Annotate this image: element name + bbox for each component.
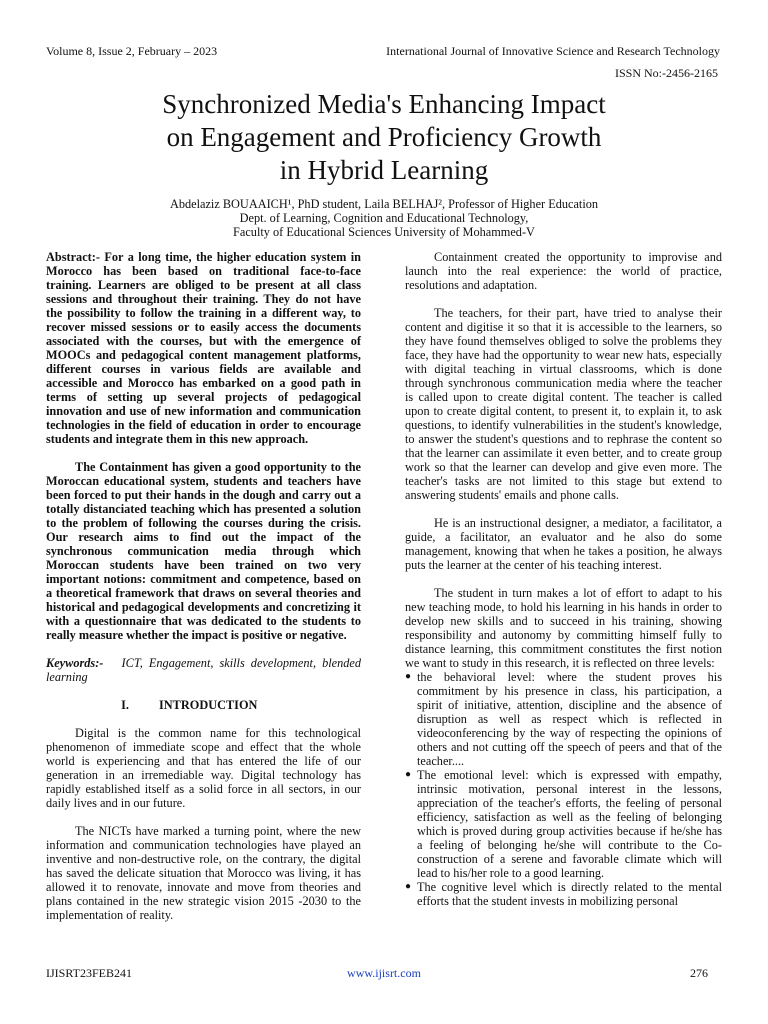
- journal-url-link[interactable]: www.ijisrt.com: [347, 966, 421, 980]
- engagement-levels-list: [405, 670, 722, 908]
- bullet-icon: ●: [405, 671, 412, 682]
- keywords-label: Keywords:-: [46, 656, 104, 670]
- bullet-icon: ●: [405, 769, 412, 780]
- issn: ISSN No:-2456-2165: [614, 66, 718, 80]
- list-item: [405, 880, 722, 908]
- intro-paragraph-2: The NICTs have marked a turning point, where the new information and communication technologies have played an inventive and non-destructive role, on the contrary, the digital has saved the delicate situation that Morocco was living, it has allowed it to renovate, innovate and move from theories and plans contained in the new strategic vision 2015 -2030 to the implementation of reality.: [46, 824, 361, 922]
- volume-issue: Volume 8, Issue 2, February – 2023: [46, 44, 218, 58]
- list-item: [405, 670, 722, 768]
- section-title: INTRODUCTION: [159, 698, 258, 712]
- body-paragraph-3: He is an instructional designer, a mediator, a facilitator, a guide, a facilitator, an evaluator and he also do some management, knowing that when he takes a position, he always puts the learner at the center of his teaching interest.: [405, 516, 722, 572]
- left-column: [46, 250, 361, 936]
- page-number: 276: [690, 966, 708, 980]
- body-paragraph-4: The student in turn makes a lot of effort to adapt to his new teaching mode, to hold his learning in his hands in order to develop new skills and to succeed in his training, showing responsibility and autonomy by committing himself fully to distance learning, this commitment constitutes the first notion we want to study in this research, it is reflected on three levels:: [405, 586, 722, 670]
- title-line: on Engagement and Proficiency Growth: [166, 122, 602, 152]
- body-paragraph-2: The teachers, for their part, have tried to analyse their content and digitise it so that it is accessible to the learners, so they have found themselves obliged to solve the problems they face, they have had the opportunity to wear new hats, especially with digital teaching in virtual classrooms, which is done through synchronous communication media where the teacher is called upon to create digital content. The teacher is called upon to create digital content, to present it, to explain it, to ask questions, to identify vulnerabilities in the student's knowledge, to answer the student's questions and to rephrase the content so that the learner can assimilate it even better, and to create group work so that the learner can develop and give even more. The teacher's tasks are not limited to this stage but extend to answering students' emails and phone calls.: [405, 306, 722, 502]
- paper-code: IJISRT23FEB241: [46, 966, 132, 980]
- keywords: [46, 656, 361, 684]
- journal-name: International Journal of Innovative Science and Research Technology: [386, 44, 720, 58]
- author-faculty: Faculty of Educational Sciences University of Mohammed-V: [233, 225, 535, 239]
- body-paragraph-1: Containment created the opportunity to improvise and launch into the real experience: the world of practice, resolutions and adaptation.: [405, 250, 722, 292]
- title-line: Synchronized Media's Enhancing Impact: [162, 89, 606, 119]
- right-column: [405, 250, 722, 908]
- paper-title: [0, 88, 768, 187]
- author-department: Dept. of Learning, Cognition and Educational Technology,: [239, 211, 529, 225]
- bullet-icon: ●: [405, 881, 412, 892]
- section-number: I.: [121, 698, 129, 712]
- section-heading: [46, 698, 361, 712]
- keywords-text: ICT, Engagement, skills development, blended learning: [46, 656, 361, 684]
- list-item-text: the behavioral level: where the student proves his commitment by his presence in class, his participation, a spirit of initiative, attention, discipline and the absence of disruption as well as respect which is reflected in videoconferencing by the way of respecting the opinions of others and not cutting off the speech of peers and that of the teacher....: [417, 670, 722, 768]
- list-item-text: The cognitive level which is directly related to the mental efforts that the student invests in mobilizing personal: [417, 880, 722, 908]
- list-item-text: The emotional level: which is expressed with empathy, intrinsic motivation, personal interest in the lessons, appreciation of the teacher's efforts, the feeling of personal efficiency, satisfaction as well as the feeling of belonging which is proved during group activities because if he/she has a feeling of belonging he/she will contribute to the Co-construction of a serene and favorable climate which will lead to his/her role to a good learning.: [417, 768, 722, 880]
- author-names: Abdelaziz BOUAAICH¹, PhD student, Laila BELHAJ², Professor of Higher Education: [169, 197, 599, 211]
- list-item: [405, 768, 722, 880]
- title-line: in Hybrid Learning: [279, 155, 489, 185]
- author-block: [0, 197, 768, 239]
- intro-paragraph-1: Digital is the common name for this technological phenomenon of immediate scope and effect that the whole world is experiencing and that has entered the life of our generation in an irremediable way. Digital technology has rapidly established itself as a solid force in all sectors, in our daily lives and in our future.: [46, 726, 361, 810]
- abstract: Abstract:- For a long time, the higher education system in Morocco has been based on traditional face-to-face training. Learners are obliged to be present at all class sessions and throughout their training. They do not have the possibility to follow the training in a different way, to recover missed sessions or to easily access the documents associated with the courses, but with the emergence of MOOCs and pedagogical content management platforms, different courses in various fields are available and accessible and Morocco has embarked on a good path in terms of setting up several projects of pedagogical innovation and use of new information and communication technologies in the field of education in order to encourage students and integrate them in this new approach.: [46, 250, 361, 446]
- abstract-paragraph-2: The Containment has given a good opportunity to the Moroccan educational system, students and teachers have been forced to put their hands in the dough and carry out a totally distanciated teaching which has presented a solution to the problem of following the courses during the crisis. Our research aims to find out the impact of the synchronous communication media through which Moroccan students have been trained on two very important notions: commitment and competence, based on a theoretical framework that draws on several theories and historical and pedagogical developments and concretizing it with a questionnaire that was dedicated to the students to really measure whether the impact is positive or negative.: [46, 460, 361, 642]
